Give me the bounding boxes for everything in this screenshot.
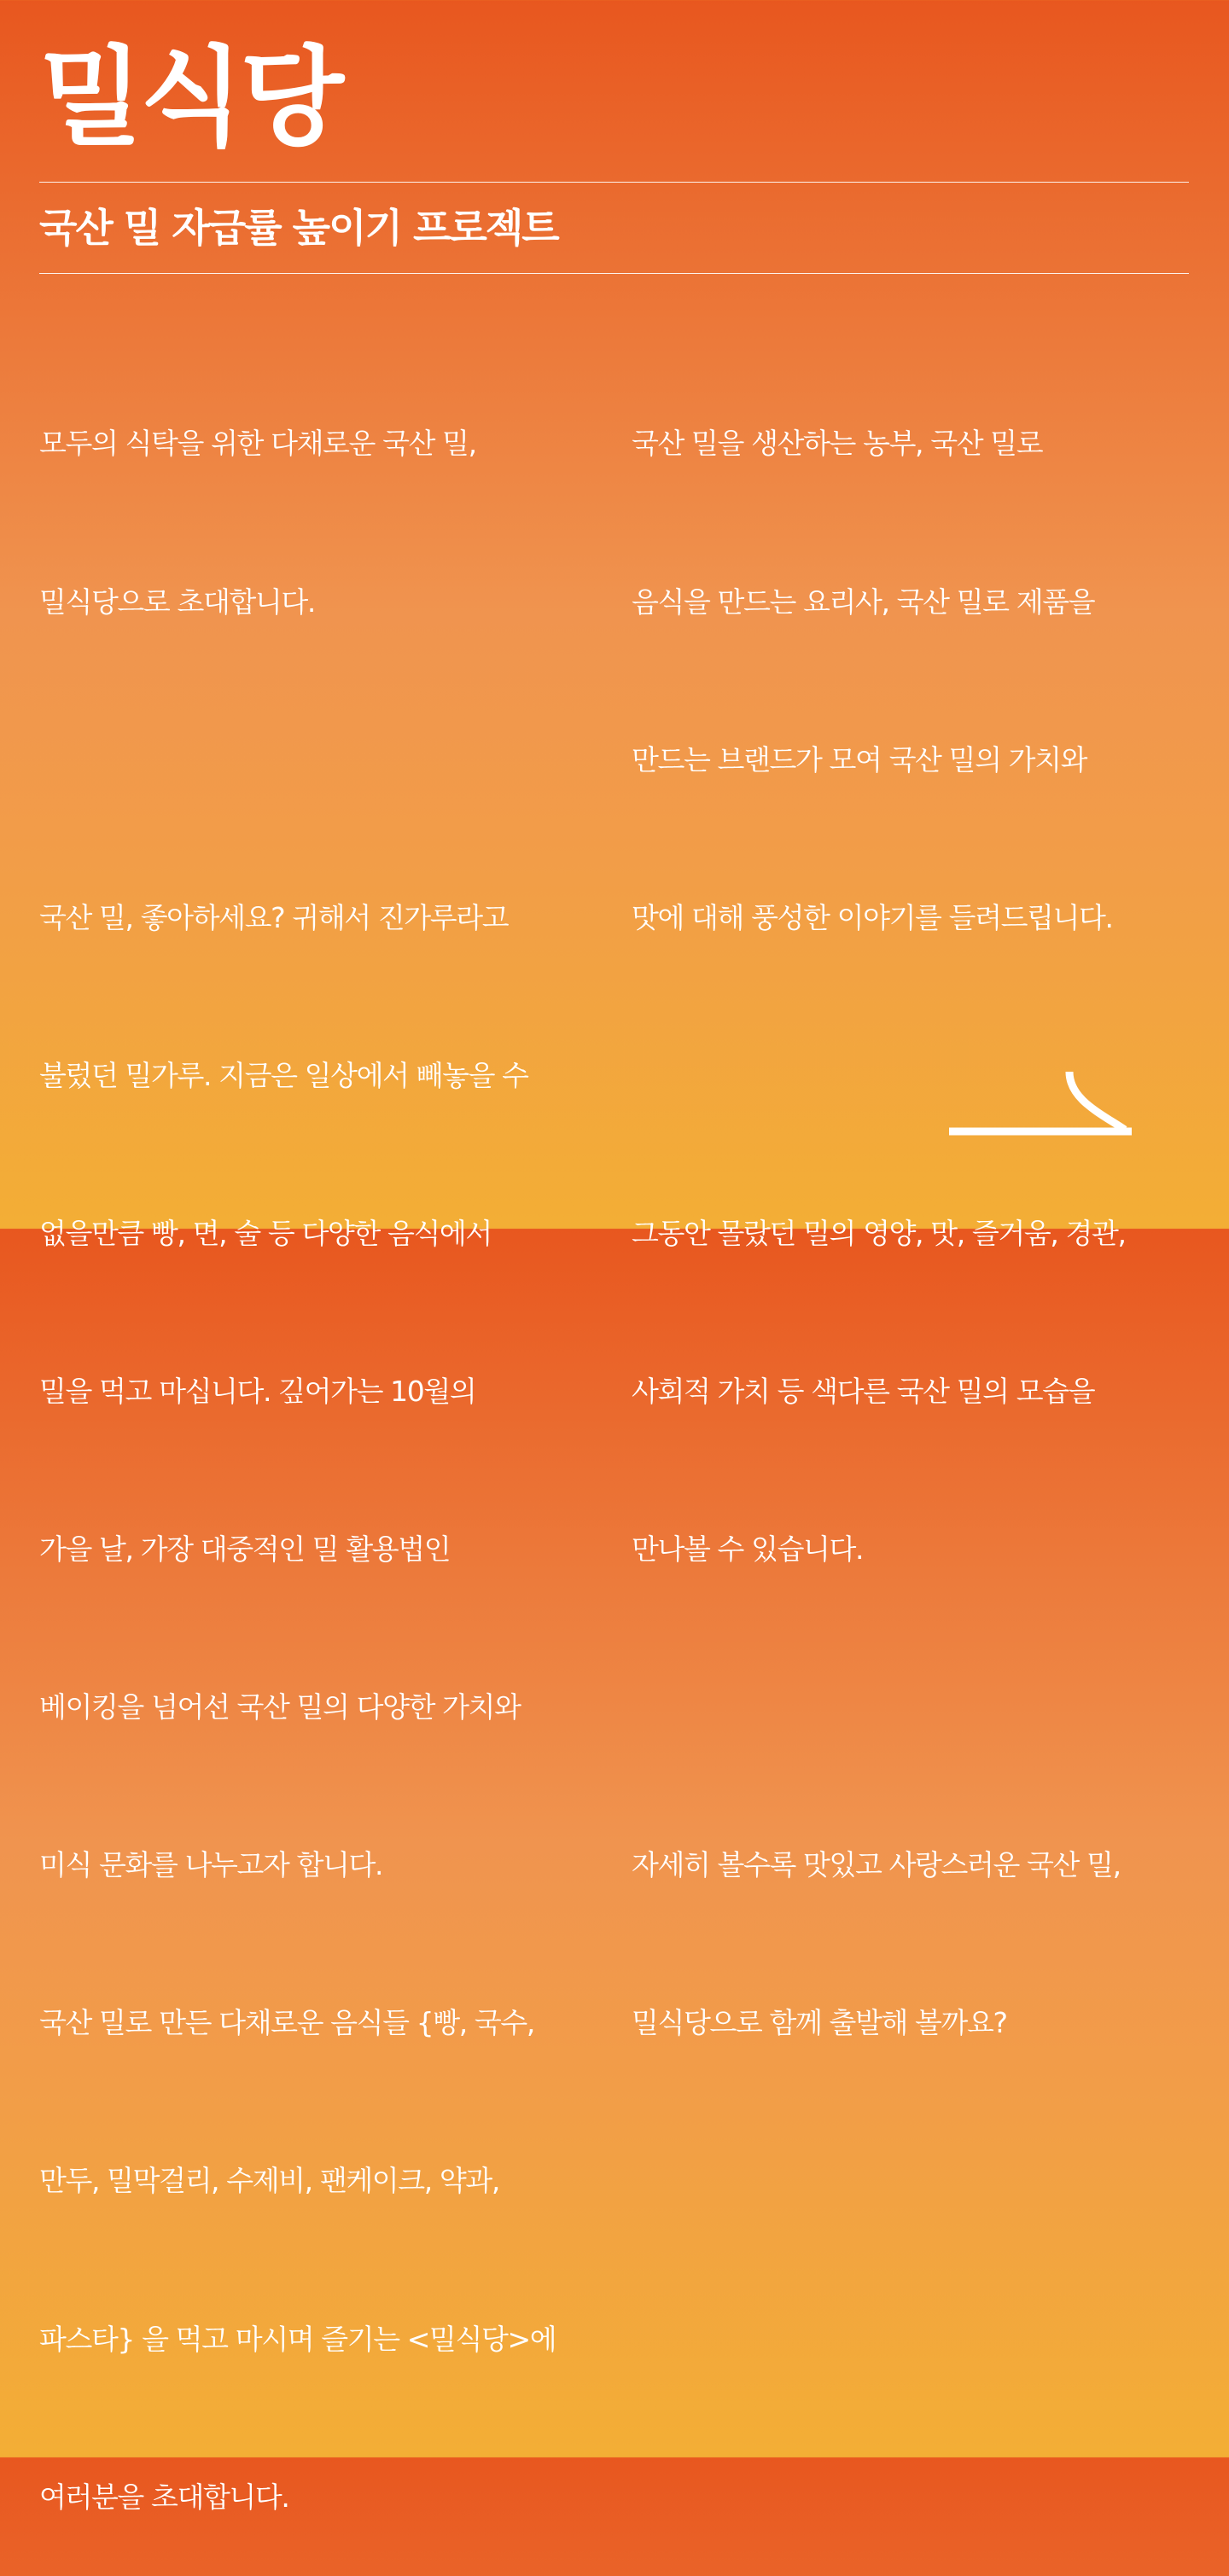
text-line: 베이킹을 넘어선 국산 밀의 다양한 가치와: [39, 1690, 521, 1724]
right-text-column: [632, 312, 1186, 2102]
divider-top: [39, 182, 1189, 183]
divider-bottom: [39, 273, 1189, 274]
next-page-arrow-icon[interactable]: [947, 1067, 1135, 1143]
text-line: [632, 1681, 1186, 1734]
text-line: 만드는 브랜드가 모여 국산 밀의 가치와: [632, 742, 1087, 776]
text-line: 그동안 몰랐던 밀의 영양, 맛, 즐거움, 경관,: [632, 1216, 1126, 1250]
text-line: 만두, 밀막걸리, 수제비, 팬케이크, 약과,: [39, 2164, 499, 2198]
text-line: 파스타} 을 먹고 마시며 즐기는 <밀식당>에: [39, 2322, 556, 2356]
text-line: 여러분을 초대합니다.: [39, 2480, 289, 2514]
text-line: 국산 밀, 좋아하세요? 귀해서 진가루라고: [39, 900, 509, 934]
text-line: 자세히 볼수록 맛있고 사랑스러운 국산 밀,: [632, 1848, 1121, 1882]
text-line: 모두의 식탁을 위한 다채로운 국산 밀,: [39, 427, 476, 461]
text-line: 밀식당으로 초대합니다.: [39, 584, 315, 619]
text-line: 맛에 대해 풍성한 이야기를 들려드립니다.: [632, 900, 1113, 934]
text-line: [39, 734, 594, 787]
text-line: 가을 날, 가장 대중적인 밀 활용법인: [39, 1532, 451, 1567]
page-title: 밀식당: [39, 35, 341, 160]
text-line: 국산 밀을 생산하는 농부, 국산 밀로: [632, 427, 1043, 461]
text-line: 음식을 만드는 요리사, 국산 밀로 제품을: [632, 584, 1095, 619]
project-subtitle: 국산 밀 자급률 높이기 프로젝트: [39, 205, 558, 251]
left-text-column: [39, 312, 594, 2576]
text-line: 사회적 가치 등 색다른 국산 밀의 모습을: [632, 1374, 1095, 1408]
text-line: 밀을 먹고 마십니다. 깊어가는 10월의: [39, 1374, 476, 1408]
text-line: 국산 밀로 만든 다채로운 음식들 {빵, 국수,: [39, 2006, 534, 2040]
text-line: 밀식당으로 함께 출발해 볼까요?: [632, 2006, 1007, 2040]
text-line: 미식 문화를 나누고자 합니다.: [39, 1848, 383, 1882]
text-line: 불렀던 밀가루. 지금은 일상에서 빼놓을 수: [39, 1058, 528, 1092]
text-line: 만나볼 수 있습니다.: [632, 1532, 864, 1567]
text-line: 없을만큼 빵, 면, 술 등 다양한 음식에서: [39, 1216, 492, 1250]
